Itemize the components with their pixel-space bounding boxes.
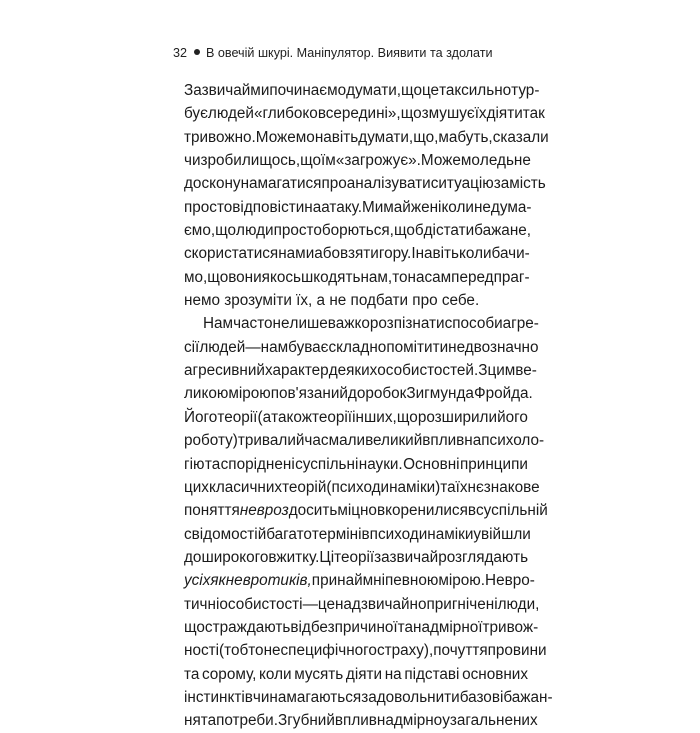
word: споріднені — [220, 455, 295, 473]
word: недвозначно — [448, 338, 539, 356]
word: бує — [184, 105, 208, 123]
word: невротиків, — [225, 572, 312, 590]
word: цих — [184, 478, 209, 496]
word: нами — [278, 245, 315, 263]
word: узагальнених — [442, 712, 538, 730]
word: багато — [266, 525, 312, 543]
word: досить — [288, 502, 338, 520]
word: надзвичайно — [334, 595, 427, 613]
word: навіть — [314, 128, 359, 146]
word: мали — [328, 432, 366, 450]
word: ледь — [479, 152, 514, 170]
word: та — [184, 665, 200, 683]
word: думати, — [358, 128, 414, 146]
word: майже — [383, 198, 430, 216]
word: міцно — [337, 502, 377, 520]
word: замість — [493, 175, 546, 193]
word: Можемо — [420, 152, 480, 170]
word: що — [300, 152, 322, 170]
word: діяти — [345, 665, 383, 683]
text-line — [184, 242, 528, 265]
word: Згубний — [277, 712, 335, 730]
word: що — [207, 268, 229, 286]
word: не — [272, 315, 290, 333]
word: бачи- — [491, 245, 530, 263]
word: про — [412, 292, 438, 310]
word: скону — [201, 175, 241, 193]
word: його — [497, 408, 528, 426]
word: класичних — [208, 478, 283, 496]
word: дума- — [490, 198, 532, 216]
word: та — [397, 618, 414, 636]
word: намагатися — [240, 175, 322, 193]
text-line — [184, 709, 538, 732]
word: цим — [487, 362, 516, 380]
word: ніколи — [429, 198, 474, 216]
word: чи — [252, 688, 270, 706]
word: принаймні — [311, 572, 385, 590]
word: (а — [257, 408, 272, 426]
word: їх — [474, 105, 487, 123]
word: немо — [184, 292, 220, 310]
word: поняття — [184, 502, 240, 520]
word: їм — [321, 152, 336, 170]
word: сильно — [461, 82, 512, 99]
word: теорій — [282, 478, 327, 496]
text-line — [184, 546, 528, 569]
word: вплив — [334, 712, 377, 730]
word: що — [400, 105, 422, 123]
text-line — [184, 569, 535, 592]
word: помітити — [386, 338, 449, 356]
text-line — [184, 406, 528, 429]
word: доробок — [347, 385, 407, 403]
word: усіх — [184, 572, 211, 590]
word: увійшли — [473, 525, 531, 543]
word: насамперед — [407, 268, 494, 286]
word: особистості — [219, 595, 303, 613]
word: також — [271, 408, 312, 426]
word: Фройда. — [473, 385, 533, 403]
word: безпричиної — [310, 618, 398, 636]
word: змушує — [421, 105, 475, 123]
text-line — [184, 499, 548, 522]
word: особистостей. — [377, 362, 479, 380]
word: вкоренилися — [376, 502, 468, 520]
word: всередині», — [317, 105, 401, 123]
word: шкодять — [300, 268, 361, 286]
word: страждають — [204, 618, 291, 636]
word: час — [304, 432, 329, 450]
word: коли — [459, 245, 492, 263]
word: не — [513, 152, 531, 170]
word: мірою. — [438, 572, 486, 590]
word: на — [464, 432, 482, 450]
word: гію — [184, 455, 205, 473]
word: «загрожує». — [335, 152, 421, 170]
word: суспільній — [476, 502, 548, 520]
word: теорії — [312, 408, 353, 426]
word: відповісти — [232, 198, 305, 216]
word: нам — [260, 338, 289, 356]
word: сії — [184, 338, 200, 356]
word: науки. — [358, 455, 403, 473]
word: задовольнити — [361, 688, 460, 706]
word: характер — [264, 362, 329, 380]
word: пригнічені — [426, 595, 498, 613]
word: ликою — [184, 385, 229, 403]
word: не — [473, 198, 491, 216]
word: ня — [184, 712, 201, 730]
word: до — [184, 175, 202, 193]
word: це — [421, 82, 440, 99]
word: З — [478, 362, 488, 380]
text-line — [184, 266, 528, 289]
word: пов'язаний — [270, 385, 348, 403]
word: їхнє — [455, 478, 484, 496]
word: й — [257, 525, 267, 543]
word: людей — [199, 338, 246, 356]
word: принципи — [460, 455, 528, 473]
text-line — [184, 453, 528, 476]
word: ності — [184, 642, 220, 660]
word: так — [522, 105, 545, 123]
text-line — [184, 126, 549, 149]
word: (психодинаміки) — [326, 478, 441, 496]
bullet-separator — [194, 49, 200, 55]
word: надмірно — [376, 712, 443, 730]
word: намагаються — [269, 688, 362, 706]
word: не — [329, 292, 347, 310]
word: Зигмунда — [406, 385, 474, 403]
word: важко — [327, 315, 370, 333]
word: деяких — [328, 362, 378, 380]
word: люди, — [497, 595, 540, 613]
text-line — [184, 686, 553, 709]
word: термінів — [311, 525, 370, 543]
text-line — [184, 149, 531, 172]
word: це — [317, 595, 335, 613]
text-line — [184, 639, 547, 662]
word: навіть — [415, 245, 460, 263]
word: що — [215, 222, 237, 240]
text-line — [184, 616, 539, 639]
word: неспецифічного — [263, 642, 377, 660]
word: що — [396, 408, 418, 426]
text-line — [184, 359, 537, 382]
word: агресивний — [184, 362, 265, 380]
word: І — [411, 245, 416, 263]
word: просто — [273, 222, 322, 240]
word: діяти — [486, 105, 523, 123]
word: в — [467, 502, 477, 520]
word: теорії — [334, 548, 375, 566]
word: зазвичай — [374, 548, 439, 566]
word: буває — [288, 338, 329, 356]
word: ситуацію — [430, 175, 494, 193]
word: сорому, — [201, 665, 257, 683]
word: (тобто — [219, 642, 264, 660]
word: мабуть, — [438, 128, 493, 146]
word: теорії — [217, 408, 258, 426]
word: як — [210, 572, 226, 590]
word: Невро- — [485, 572, 535, 590]
word: що — [184, 618, 205, 636]
word: то — [392, 268, 408, 286]
word: та — [440, 478, 456, 496]
word: великий — [365, 432, 423, 450]
word: вплив — [422, 432, 465, 450]
word: починаємо — [269, 82, 347, 99]
word: до — [184, 548, 202, 566]
word: взяти — [340, 245, 379, 263]
word: від — [290, 618, 311, 636]
word: їх, — [296, 292, 313, 310]
word: вжитку. — [268, 548, 320, 566]
word: психоло- — [481, 432, 545, 450]
word: чи — [184, 152, 201, 170]
word: суспільні — [295, 455, 359, 473]
text-line — [184, 79, 540, 102]
word: просто — [184, 198, 233, 216]
word: основних — [462, 665, 528, 683]
word: базові — [459, 688, 504, 706]
word: Зазвичай — [184, 82, 251, 99]
word: Можемо — [255, 128, 315, 146]
word: тривож- — [482, 618, 539, 636]
word: дістати — [423, 222, 475, 240]
text-line — [184, 523, 531, 546]
word: невроз — [239, 502, 289, 520]
word: на — [384, 665, 402, 683]
word: інших, — [352, 408, 397, 426]
word: так — [439, 82, 462, 99]
word: гору. — [378, 245, 412, 263]
word: атаку. — [321, 198, 362, 216]
text-line — [184, 336, 539, 359]
word: зрозуміти — [224, 292, 292, 310]
word: або — [314, 245, 341, 263]
word: бажан- — [503, 688, 553, 706]
running-head — [173, 45, 533, 61]
word: психодинаміки — [369, 525, 474, 543]
word: щоб — [393, 222, 424, 240]
word: тривожно. — [184, 128, 256, 146]
word: ве- — [515, 362, 537, 380]
word: борються, — [321, 222, 394, 240]
word: роботу) — [184, 432, 238, 450]
word: тичні — [184, 595, 220, 613]
word: коли — [259, 665, 292, 683]
word: часто — [233, 315, 273, 333]
word: сказали — [492, 128, 549, 146]
word: що — [401, 82, 422, 99]
word: нам, — [360, 268, 393, 286]
word: зробили — [200, 152, 260, 170]
word: щось, — [259, 152, 301, 170]
text-line — [184, 172, 546, 195]
word: на — [304, 198, 322, 216]
word: — — [245, 338, 261, 356]
word: знакове — [483, 478, 540, 496]
word: страху), — [376, 642, 434, 660]
word: надмірної — [413, 618, 483, 636]
word: підставі — [404, 665, 460, 683]
text-line — [184, 219, 532, 242]
running-head-title: В овечій шкурі. Маніпулятор. Виявити та здолати — [206, 46, 493, 60]
text-line — [184, 593, 540, 616]
word: «глибоко — [253, 105, 318, 123]
word: що, — [413, 128, 439, 146]
word: мірою — [228, 385, 271, 403]
word: себе. — [441, 292, 480, 310]
word: проаналізувати — [321, 175, 431, 193]
text-line — [184, 382, 533, 405]
word: а — [316, 292, 326, 310]
word: якось — [261, 268, 301, 286]
text-line — [184, 663, 528, 686]
word: думати, — [346, 82, 402, 99]
word: Нам — [203, 315, 234, 333]
word: людей — [207, 105, 254, 123]
word: Ці — [319, 548, 335, 566]
body-text — [184, 79, 553, 733]
word: свідомості — [184, 525, 258, 543]
word: почуття — [433, 642, 488, 660]
word: праг- — [493, 268, 530, 286]
text-line — [184, 196, 532, 219]
word: потреби. — [216, 712, 278, 730]
word: та — [200, 712, 217, 730]
word: тривалий — [237, 432, 305, 450]
word: широкого — [201, 548, 269, 566]
word: мо, — [184, 268, 208, 286]
word: лише — [289, 315, 328, 333]
word: певною — [385, 572, 439, 590]
text-line — [184, 102, 545, 125]
word: вони — [228, 268, 262, 286]
text-line — [184, 429, 545, 452]
word: та — [204, 455, 221, 473]
word: способи — [444, 315, 503, 333]
word: мусять — [294, 665, 344, 683]
word: ми — [250, 82, 270, 99]
word: інстинктів — [184, 688, 253, 706]
word: Ми — [361, 198, 384, 216]
word: подбати — [350, 292, 409, 310]
word: бажане, — [474, 222, 532, 240]
word: Основні — [403, 455, 460, 473]
word: розширили — [417, 408, 498, 426]
word: розглядають — [438, 548, 529, 566]
word: складно — [328, 338, 387, 356]
word: — — [302, 595, 318, 613]
page-number: 32 — [173, 46, 188, 60]
text-line — [184, 312, 539, 335]
word: ємо, — [184, 222, 216, 240]
word: скористатися — [184, 245, 279, 263]
word: люди — [236, 222, 274, 240]
text-line — [184, 476, 540, 499]
word: провини — [487, 642, 547, 660]
word: Його — [184, 408, 218, 426]
word: тур- — [511, 82, 540, 99]
text-line — [184, 289, 528, 312]
word: розпізнати — [369, 315, 445, 333]
word: агре- — [502, 315, 539, 333]
